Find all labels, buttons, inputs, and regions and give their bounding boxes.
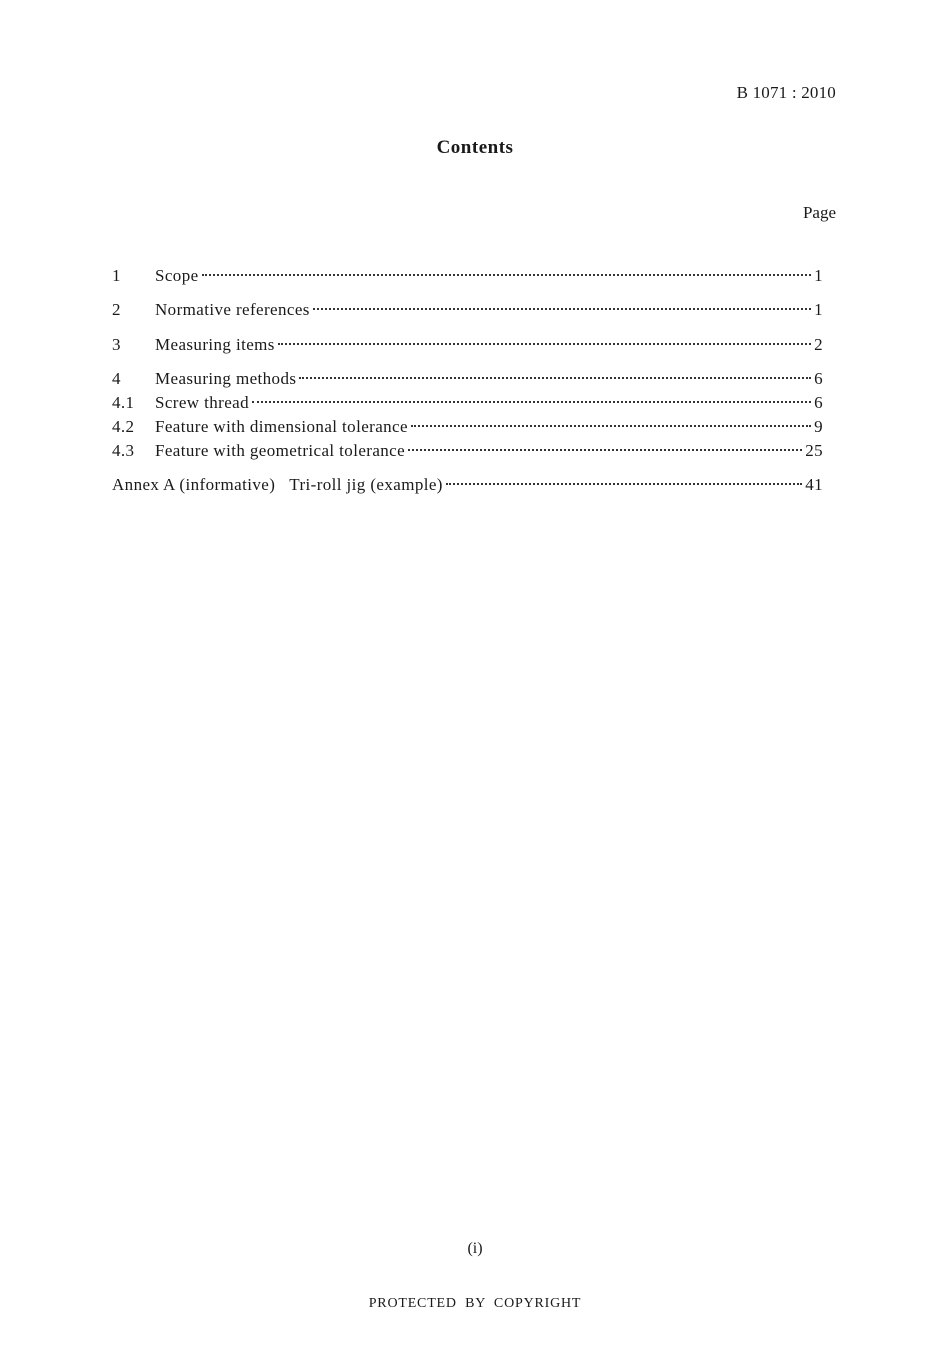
toc-entry[interactable] — [112, 441, 823, 463]
toc-entry-number: 4.1 — [112, 393, 135, 412]
standard-identifier: B 1071 : 2010 — [736, 83, 836, 102]
toc-annex-entry[interactable] — [112, 475, 823, 497]
dot-leader — [252, 401, 811, 403]
dot-leader — [313, 308, 811, 310]
toc-entry[interactable] — [112, 335, 823, 357]
dot-leader — [299, 377, 811, 379]
toc-entry-page: 9 — [814, 417, 823, 436]
toc-annex-title: Tri-roll jig (example) — [289, 475, 443, 494]
toc-entry-title: Normative references — [155, 300, 310, 319]
toc-annex-page: 41 — [805, 475, 823, 494]
toc-entry-number: 4.3 — [112, 441, 135, 460]
toc-entry-number: 4 — [112, 369, 121, 388]
dot-leader — [408, 449, 802, 451]
toc-annex-label: Annex A (informative) — [112, 475, 276, 494]
copyright-notice: PROTECTED BY COPYRIGHT — [368, 1296, 582, 1311]
dot-leader — [446, 483, 802, 485]
toc-entry-page: 2 — [814, 335, 823, 354]
footer-page-number: (i) — [467, 1240, 483, 1257]
toc-entry-title: Feature with dimensional tolerance — [155, 417, 408, 436]
toc-entry[interactable] — [112, 300, 823, 322]
toc-entry[interactable] — [112, 266, 823, 288]
page-column-heading: Page — [802, 203, 836, 222]
dot-leader — [411, 425, 811, 427]
dot-leader — [202, 274, 812, 276]
toc-entry-number: 4.2 — [112, 417, 135, 436]
toc-entry-page: 6 — [814, 369, 823, 388]
toc-entry-title: Screw thread — [155, 393, 250, 412]
toc-entry[interactable] — [112, 417, 823, 439]
dot-leader — [278, 343, 811, 345]
contents-title: Contents — [436, 137, 514, 158]
toc-entry-number: 2 — [112, 300, 121, 319]
toc-entry-title: Measuring methods — [155, 369, 297, 388]
toc-entry-title: Scope — [155, 266, 199, 285]
toc-entry-page: 25 — [805, 441, 823, 460]
toc-entry[interactable] — [112, 369, 823, 391]
toc-entry-number: 1 — [112, 266, 121, 285]
toc-entry[interactable] — [112, 393, 823, 415]
toc-entry-number: 3 — [112, 335, 121, 354]
toc-entry-title: Feature with geometrical tolerance — [155, 441, 406, 460]
toc-entry-page: 1 — [814, 300, 823, 319]
toc-entry-title: Measuring items — [155, 335, 275, 354]
toc-entry-page: 6 — [814, 393, 823, 412]
toc-entry-page: 1 — [814, 266, 823, 285]
